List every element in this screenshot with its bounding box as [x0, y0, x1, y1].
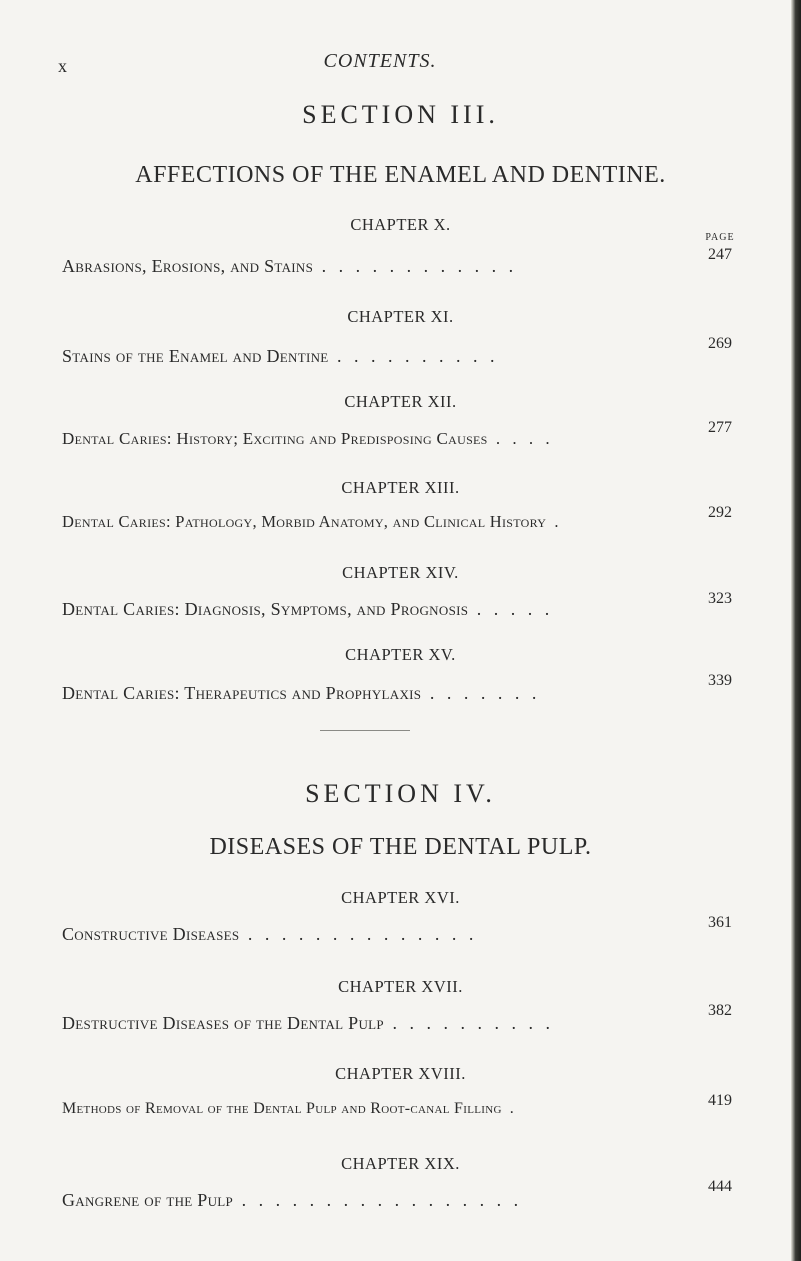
toc-entry[interactable] [62, 1013, 554, 1034]
toc-entry-title: Dental Caries: Pathology, Morbid Anatomy, and Clinical History [62, 512, 547, 531]
leader-dots: . . . . . . . . . . . . . . [239, 924, 478, 944]
chapter-heading: CHAPTER XIII. [341, 478, 460, 497]
leader-dots: . . . . . . . . . . . . [313, 256, 518, 276]
page-number: x [58, 56, 67, 76]
leader-dots: . [501, 1100, 518, 1117]
section-iv-subtitle: DISEASES OF THE DENTAL PULP. [209, 834, 592, 860]
chapter-heading: CHAPTER X. [350, 215, 451, 234]
toc-entry[interactable] [62, 683, 540, 704]
toc-entry-title: Stains of the Enamel and Dentine [62, 346, 329, 366]
toc-entry[interactable] [62, 924, 477, 945]
leader-dots: . [546, 512, 563, 531]
toc-entry-title: Destructive Diseases of the Dental Pulp [62, 1013, 384, 1033]
chapter-heading: CHAPTER XII. [344, 392, 457, 411]
toc-entry[interactable] [62, 346, 499, 367]
toc-page-number: 292 [708, 504, 732, 521]
chapter-heading: CHAPTER XI. [347, 307, 454, 326]
toc-page-number: 269 [708, 335, 732, 352]
toc-page-number: 247 [708, 246, 732, 263]
toc-entry-title: Constructive Diseases [62, 924, 240, 944]
leader-dots: . . . . . . . [421, 683, 541, 703]
leader-dots: . . . . . . . . . . [328, 346, 499, 366]
toc-page-number: 323 [708, 590, 732, 607]
toc-page-number: 382 [708, 1002, 732, 1019]
leader-dots: . . . . . [468, 599, 554, 619]
toc-entry[interactable] [62, 512, 563, 532]
toc-entry[interactable] [62, 1100, 518, 1118]
toc-entry-title: Dental Caries: Therapeutics and Prophylaxis [62, 683, 422, 703]
toc-page-number: 277 [708, 419, 732, 436]
toc-page-number: 419 [708, 1092, 732, 1109]
leader-dots: . . . . . . . . . . [383, 1013, 554, 1033]
page-column-label: PAGE [705, 232, 735, 243]
toc-entry[interactable] [62, 599, 553, 620]
chapter-heading: CHAPTER XVII. [338, 977, 463, 996]
toc-entry-title: Gangrene of the Pulp [62, 1190, 234, 1210]
chapter-heading: CHAPTER XVIII. [335, 1064, 466, 1083]
chapter-heading: CHAPTER XVI. [341, 888, 460, 907]
toc-entry[interactable] [62, 1190, 522, 1211]
leader-dots: . . . . . . . . . . . . . . . . . [233, 1190, 523, 1210]
section-iv-title: SECTION IV. [305, 779, 496, 808]
toc-page-number: 361 [708, 914, 732, 931]
chapter-heading: CHAPTER XIV. [342, 563, 459, 582]
running-title: CONTENTS. [323, 50, 437, 72]
toc-page-number: 444 [708, 1178, 732, 1195]
toc-entry-title: Dental Caries: History; Exciting and Predisposing Causes [62, 429, 488, 448]
section-iii-title: SECTION III. [302, 100, 499, 129]
chapter-heading: CHAPTER XIX. [341, 1154, 460, 1173]
toc-entry[interactable] [62, 429, 554, 449]
toc-page-number: 339 [708, 672, 732, 689]
section-divider [320, 730, 410, 731]
toc-entry-title: Abrasions, Erosions, and Stains [62, 256, 314, 276]
section-iii-subtitle: AFFECTIONS OF THE ENAMEL AND DENTINE. [135, 162, 666, 188]
toc-entry[interactable] [62, 256, 517, 277]
toc-entry-title: Dental Caries: Diagnosis, Symptoms, and Prognosis [62, 599, 469, 619]
toc-entry-title: Methods of Removal of the Dental Pulp and Root-canal Filling [62, 1100, 502, 1117]
leader-dots: . . . . [487, 429, 554, 448]
chapter-heading: CHAPTER XV. [345, 645, 456, 664]
